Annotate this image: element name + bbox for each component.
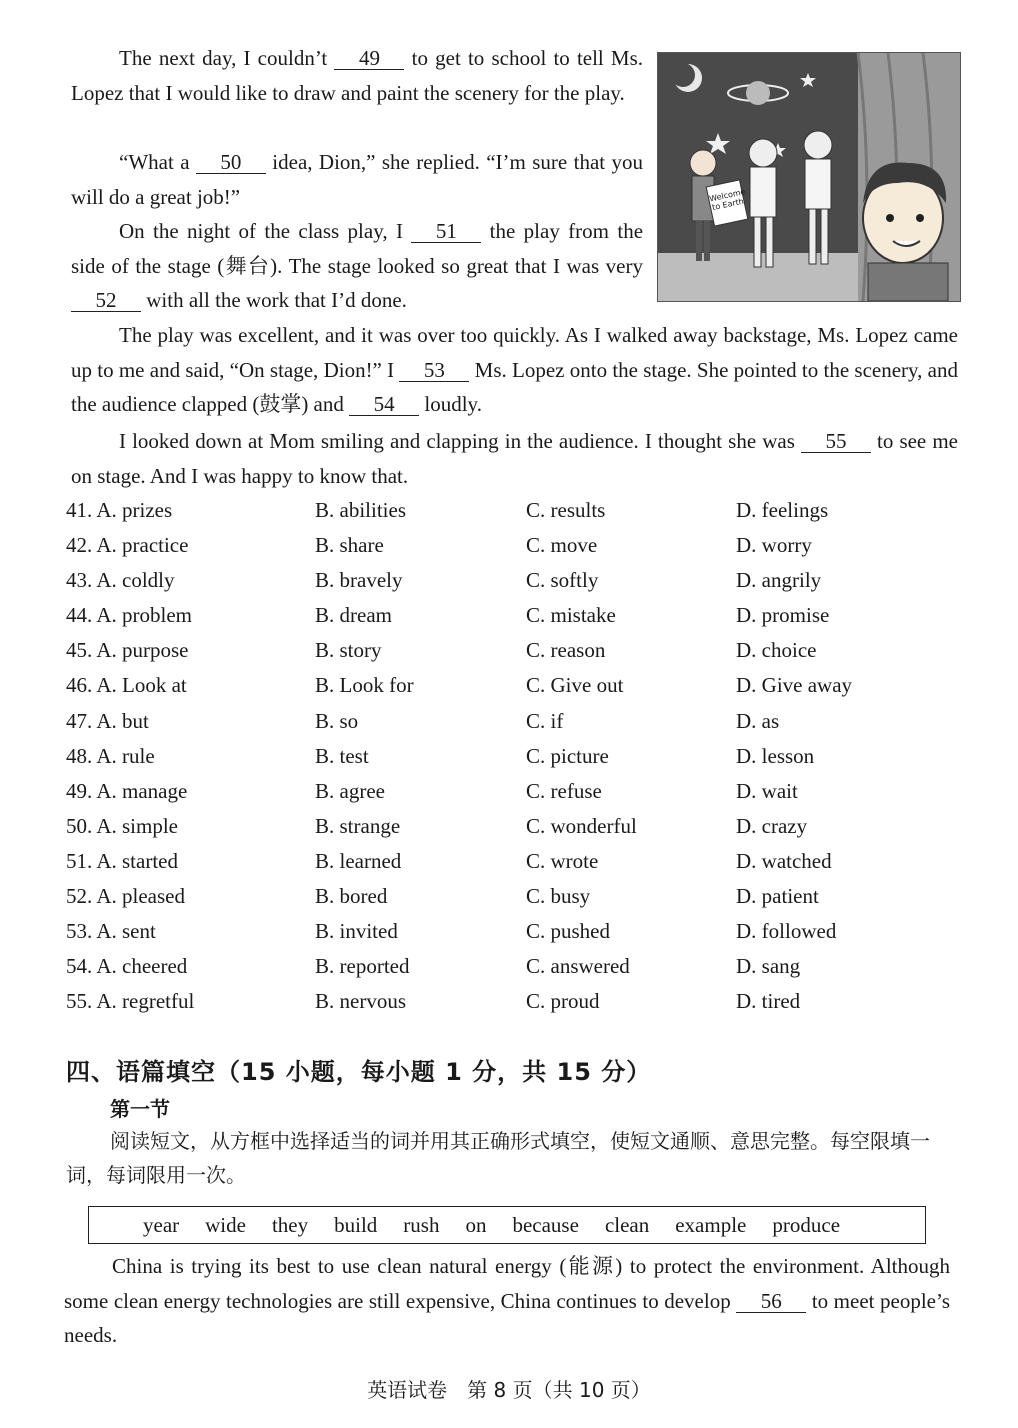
section-title: 四、语篇填空（15 小题，每小题 1 分，共 15 分） [66, 1058, 652, 1086]
blank-49: 49 [334, 47, 404, 70]
option-a: 48. A. rule [66, 743, 155, 768]
blank-51: 51 [411, 220, 481, 243]
option-d: D. crazy [736, 813, 808, 838]
option-d: D. feelings [736, 498, 829, 522]
option-a: 47. A. but [66, 708, 149, 733]
section-subtitle: 第一节 [110, 1097, 170, 1121]
option-a: 45. A. purpose [66, 638, 189, 663]
option-b: B. so [315, 708, 359, 733]
answer-options [66, 493, 966, 1019]
option-d: D. patient [736, 884, 819, 909]
option-c: C. busy [526, 884, 591, 909]
option-a: 41. A. prizes [66, 498, 173, 522]
option-a: 43. A. coldly [66, 568, 175, 593]
blank-55: 55 [801, 430, 871, 453]
option-b: B. learned [315, 848, 402, 873]
blank-52: 52 [71, 289, 141, 312]
option-c: C. proud [526, 989, 600, 1014]
option-b: B. agree [315, 778, 385, 803]
option-a: 54. A. cheered [66, 954, 188, 979]
option-d: D. watched [736, 848, 832, 873]
word-box-item: example [675, 1212, 747, 1237]
option-a: 53. A. sent [66, 919, 156, 944]
option-c: C. picture [526, 743, 609, 768]
option-a: 44. A. problem [66, 603, 192, 628]
option-row [66, 668, 966, 703]
word-box-item: wide [205, 1212, 246, 1237]
word-box-item: rush [403, 1212, 440, 1237]
word-box-item: year [143, 1212, 180, 1237]
option-a: 49. A. manage [66, 778, 188, 803]
option-d: D. lesson [736, 743, 815, 768]
option-b: B. bored [315, 884, 388, 909]
paragraph-1: The next day, I couldn’t 49 to get to school to tell Ms. Lopez that I would like to draw and paint the scenery for the play. [71, 46, 644, 105]
story-illustration [657, 52, 961, 302]
paragraph-4: The play was excellent, and it was over too quickly. As I walked away backstage, Ms. Lopez came up to me and said, “On stage, Dion!” I 53 Ms. Lopez onto the stage. She pointed to the scenery, and the audience clapped (鼓掌) and 54 loudly. [71, 323, 959, 416]
option-c: C. softly [526, 568, 599, 593]
option-a: 50. A. simple [66, 813, 179, 838]
option-row [66, 563, 966, 598]
option-c: C. pushed [526, 919, 610, 944]
option-row [66, 493, 966, 528]
option-b: B. dream [315, 603, 392, 628]
option-b: B. strange [315, 813, 401, 838]
option-row [66, 879, 966, 914]
option-row [66, 844, 966, 879]
option-d: D. sang [736, 954, 801, 979]
blank-56: 56 [736, 1290, 806, 1313]
option-d: D. choice [736, 638, 817, 663]
option-row [66, 598, 966, 633]
option-b: B. Look for [315, 673, 414, 698]
option-b: B. share [315, 533, 384, 558]
illustration-art [658, 53, 960, 301]
option-d: D. as [736, 708, 780, 733]
blank-54: 54 [349, 393, 419, 416]
option-a: 52. A. pleased [66, 884, 185, 909]
option-d: D. wait [736, 778, 798, 803]
option-b: B. nervous [315, 989, 406, 1014]
option-c: C. reason [526, 638, 606, 663]
option-d: D. worry [736, 533, 812, 558]
word-box-item: because [512, 1212, 579, 1237]
option-d: D. promise [736, 603, 830, 628]
option-b: B. invited [315, 919, 398, 944]
option-row [66, 528, 966, 563]
option-a: 46. A. Look at [66, 673, 187, 698]
option-c: C. Give out [526, 673, 624, 698]
option-b: B. test [315, 743, 369, 768]
word-box [88, 1206, 926, 1244]
paragraph-2: “What a 50 idea, Dion,” she replied. “I’m sure that you will do a great job!” [71, 150, 643, 209]
section-instruction: 阅读短文，从方框中选择适当的词并用其正确形式填空，使短文通顺、意思完整。每空限填一词，每词限用一次。 [66, 1129, 930, 1187]
passage2-paragraph: China is trying its best to use clean natural energy (能源) to protect the environment. Although some clean energy technologies are still expensive, China continues to develop 56 to meet people’s needs. [64, 1254, 951, 1347]
option-c: C. wonderful [526, 813, 637, 838]
option-row [66, 949, 966, 984]
option-a: 55. A. regretful [66, 989, 195, 1014]
option-row [66, 633, 966, 668]
word-box-item: clean [604, 1212, 650, 1237]
option-d: D. angrily [736, 568, 822, 593]
option-row [66, 984, 966, 1019]
option-b: B. abilities [315, 498, 406, 522]
blank-53: 53 [399, 359, 469, 382]
blank-50: 50 [196, 151, 266, 174]
word-box-item: on [465, 1212, 487, 1237]
option-row [66, 914, 966, 949]
option-c: C. refuse [526, 778, 602, 803]
word-box-item: build [334, 1212, 378, 1237]
option-c: C. results [526, 498, 606, 522]
word-box-item: produce [772, 1212, 841, 1237]
option-d: D. Give away [736, 673, 853, 698]
option-row [66, 809, 966, 844]
option-c: C. mistake [526, 603, 616, 628]
option-c: C. if [526, 708, 564, 733]
page-footer: 英语试卷 第 8 页（共 10 页） [367, 1378, 651, 1402]
option-b: B. story [315, 638, 382, 663]
option-a: 42. A. practice [66, 533, 189, 558]
paragraph-5: I looked down at Mom smiling and clapping in the audience. I thought she was 55 to see me on stage. And I was happy to know that. [71, 429, 958, 488]
option-row [66, 774, 966, 809]
option-d: D. followed [736, 919, 837, 944]
option-b: B. reported [315, 954, 410, 979]
option-c: C. wrote [526, 848, 599, 873]
option-c: C. answered [526, 954, 630, 979]
option-row [66, 739, 966, 774]
word-box-item: they [271, 1212, 309, 1237]
option-a: 51. A. started [66, 848, 178, 873]
option-d: D. tired [736, 989, 801, 1014]
option-row [66, 704, 966, 739]
option-b: B. bravely [315, 568, 403, 593]
welcome-sign-text: Welcome to Earth [708, 187, 747, 213]
option-c: C. move [526, 533, 598, 558]
paragraph-3: On the night of the class play, I 51 the play from the side of the stage (舞台). The stage looked so great that I was very 52 with all the work that I’d done. [71, 219, 644, 312]
